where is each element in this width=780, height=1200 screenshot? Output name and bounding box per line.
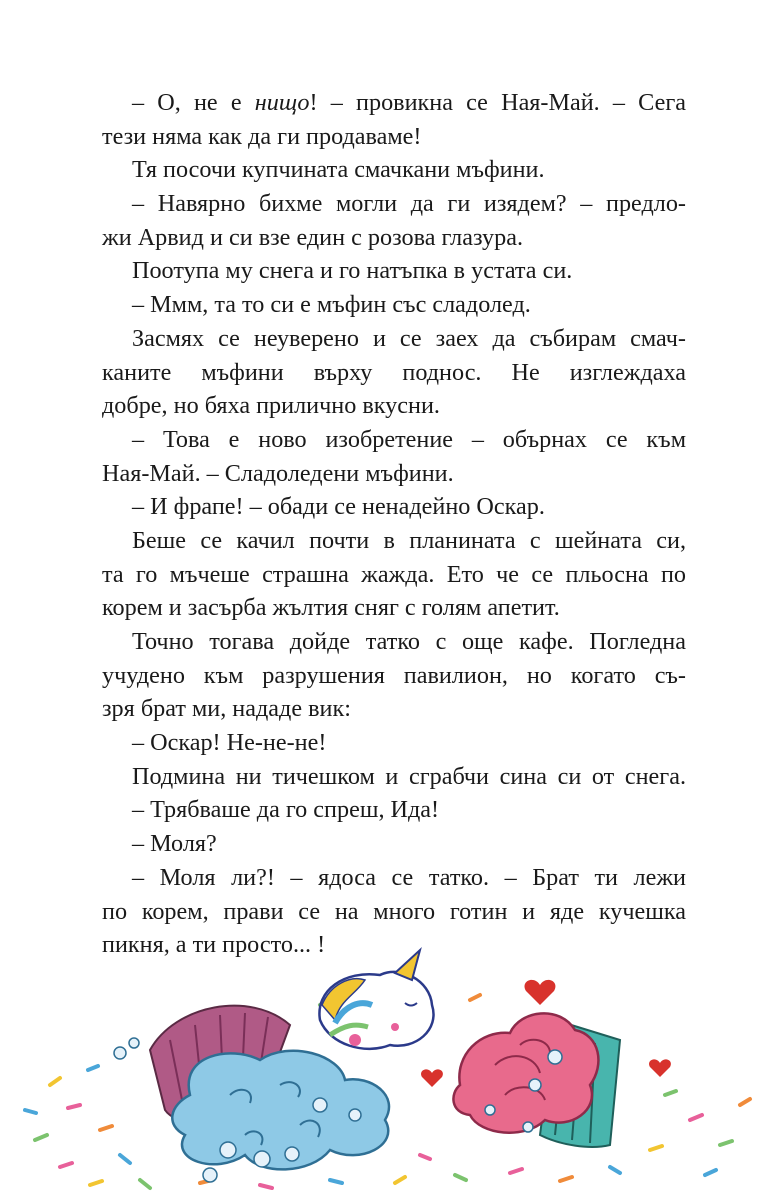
text-line-7: – Ммм, та то си е мъфин със сладолед.: [132, 291, 531, 319]
text-line-11: – Това е ново изобретение – обърнах се към: [132, 425, 686, 453]
text-line-5: жи Арвид и си взе един с розова глазура.: [102, 223, 523, 251]
text-line-4: – Навярно бихме могли да ги изядем? – предло-: [132, 190, 686, 218]
text-line-1: – О, не е нищо! – провикна се Ная-Май. – Сега: [132, 89, 686, 116]
page-text: [102, 86, 686, 962]
text-line-20: – Оскар! Не-не-не!: [132, 729, 327, 757]
text-line-15: та го мъчеше страшна жажда. Ето че се пльосна по: [102, 560, 686, 588]
text-line-23: – Моля?: [132, 830, 217, 858]
text-line-13: – И фрапе! – обади се ненадейно Оскар.: [132, 493, 545, 521]
text-line-12: Ная-Май. – Сладоледени мъфини.: [102, 459, 454, 487]
text-line-6: Поотупа му снега и го натъпка в устата си.: [132, 257, 573, 285]
smashed-cupcakes-unicorn-illustration: [0, 945, 780, 1200]
text-line-8: Засмях се неуверено и се заех да събирам смач-: [132, 324, 686, 352]
text-line-2: тези няма как да ги продаваме!: [102, 122, 422, 150]
unicorn-icon: [319, 950, 433, 1049]
text-line-22: – Трябваше да го спреш, Ида!: [132, 796, 440, 824]
text-line-19: зря брат ми, нададе вик:: [102, 695, 351, 723]
text-line-14: Беше се качил почти в планината с шейната си,: [132, 526, 686, 554]
text-line-26: пикня, а ти просто... !: [102, 931, 326, 959]
text-line-17: Точно тогава дойде татко с още кафе. Погледна: [132, 628, 686, 655]
pink-cupcake: [453, 1013, 620, 1147]
text-line-24: – Моля ли?! – ядоса се татко. – Брат ти лежи: [132, 863, 686, 891]
text-line-25: по корем, прави се на много готин и яде кучешка: [102, 897, 686, 925]
text-line-10: добре, но бяха прилично вкусни.: [102, 392, 440, 420]
text-line-16: корем и засърба жълтия сняг с голям апетит.: [102, 594, 560, 622]
text-line-21: Подмина ни тичешком и сграбчи сина си от снега.: [132, 762, 686, 790]
text-line-18: учудено към разрушения павилион, но когато съ-: [102, 661, 686, 689]
text-line-3: Тя посочи купчината смачкани мъфини.: [132, 156, 545, 184]
text-line-9: каните мъфини върху поднос. Не изглеждаха: [102, 358, 686, 386]
emphasis-word: нищо: [254, 89, 310, 116]
